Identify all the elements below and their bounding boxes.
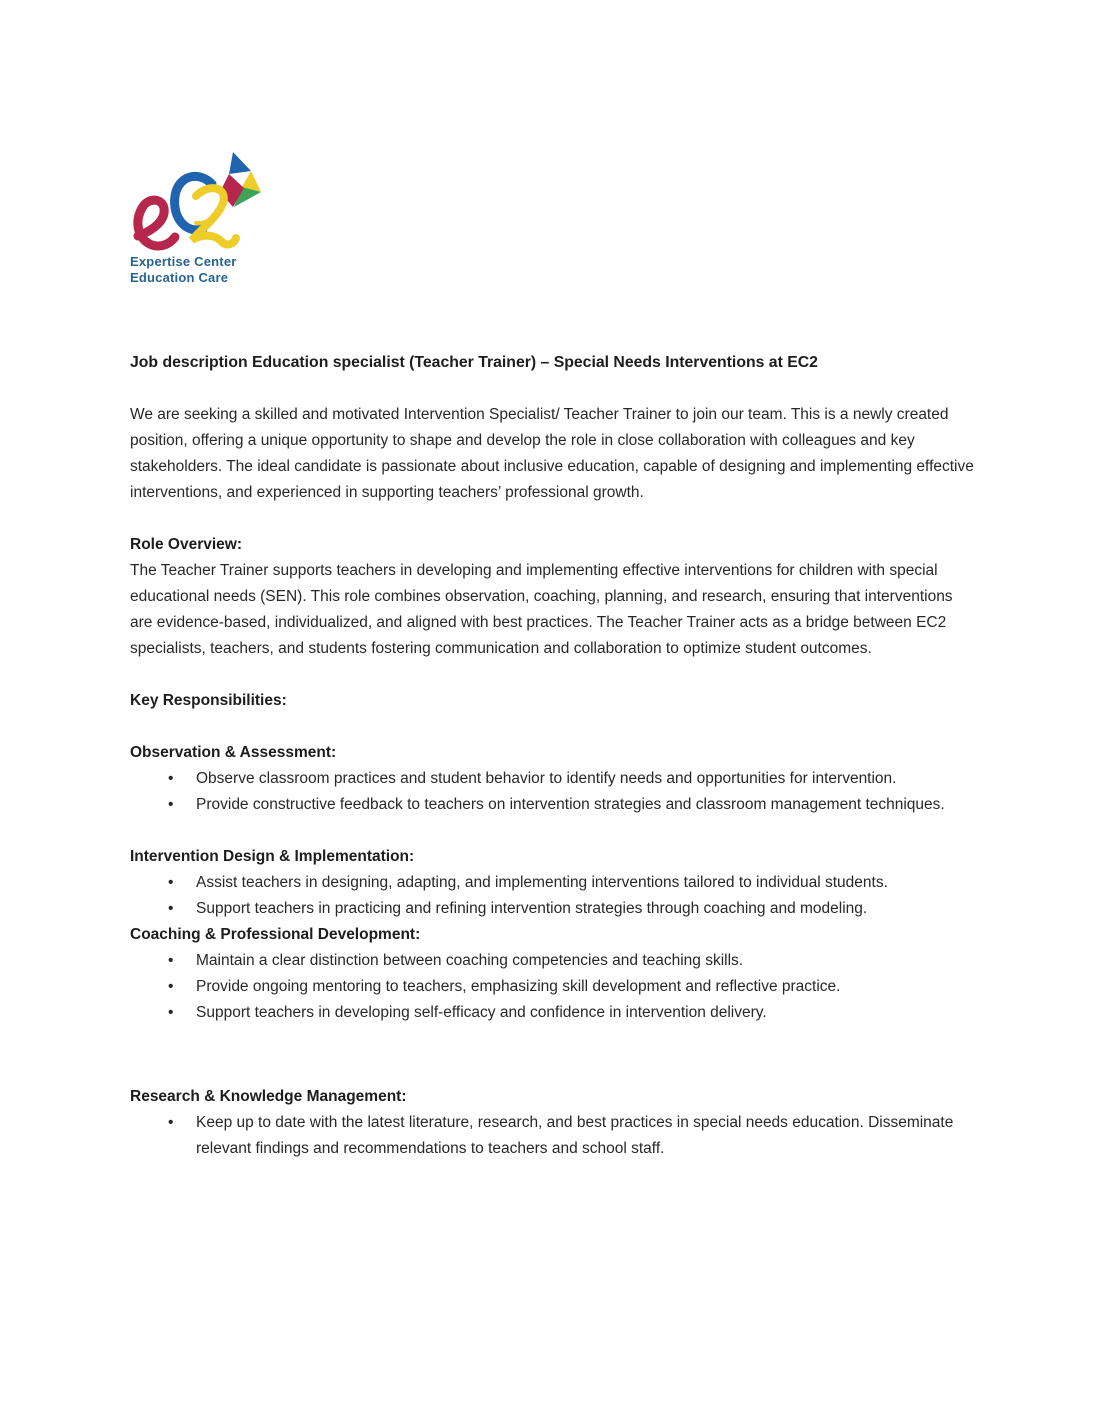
- logo-org-line1: Expertise Center: [130, 254, 237, 269]
- list-item: • Observe classroom practices and student behavior to identify needs and opportunities for intervention.: [130, 766, 975, 792]
- research-knowledge-list: [130, 1110, 975, 1162]
- logo-org-line2: Education Care: [130, 270, 229, 285]
- coaching-development-list: [130, 948, 975, 1026]
- document-title: Job description Education specialist (Teacher Trainer) – Special Needs Interventions at EC2: [130, 354, 818, 371]
- ec2-logo-graphic: [130, 150, 264, 252]
- list-item: • Provide constructive feedback to teachers on intervention strategies and classroom management techniques.: [130, 792, 975, 818]
- section-heading-observation-assessment: Observation & Assessment:: [130, 744, 337, 761]
- observation-assessment-list: [130, 766, 975, 818]
- intervention-design-list: [130, 870, 975, 922]
- role-overview-heading: Role Overview:: [130, 536, 242, 553]
- intro-paragraph: We are seeking a skilled and motivated Intervention Specialist/ Teacher Trainer to join our team. This is a newly created position, offering a unique opportunity to shape and develop the role in close collaboration with colleagues and key stakeholders. The ideal candidate is passionate about inclusive education, capable of designing and implementing effective interventions, and experienced in supporting teachers’ professional growth.: [130, 406, 974, 501]
- list-item: • Maintain a clear distinction between coaching competencies and teaching skills.: [130, 948, 975, 974]
- list-item: • Provide ongoing mentoring to teachers, emphasizing skill development and reflective practice.: [130, 974, 975, 1000]
- section-heading-coaching-development: Coaching & Professional Development:: [130, 926, 421, 943]
- letter-e: [138, 200, 175, 246]
- section-heading-research-knowledge: Research & Knowledge Management:: [130, 1088, 407, 1105]
- section-heading-intervention-design: Intervention Design & Implementation:: [130, 848, 415, 865]
- role-overview-body: The Teacher Trainer supports teachers in developing and implementing effective interventions for children with special educational needs (SEN). This role combines observation, coaching, planning, and research, ensuring that interventions are evidence-based, individualized, and aligned with best practices. The Teacher Trainer acts as a bridge between EC2 specialists, teachers, and students fostering communication and collaboration to optimize student outcomes.: [130, 562, 953, 657]
- ec2-logo: [130, 150, 270, 286]
- key-responsibilities-heading: Key Responsibilities:: [130, 692, 287, 709]
- list-item: • Assist teachers in designing, adapting, and implementing interventions tailored to individual students.: [130, 870, 975, 896]
- list-item: • Support teachers in practicing and refining intervention strategies through coaching and modeling.: [130, 896, 975, 922]
- list-item: • Keep up to date with the latest literature, research, and best practices in special needs education. Disseminate relevant findings and recommendations to teachers and school staff.: [130, 1110, 975, 1162]
- list-item: • Support teachers in developing self-efficacy and confidence in intervention delivery.: [130, 1000, 975, 1026]
